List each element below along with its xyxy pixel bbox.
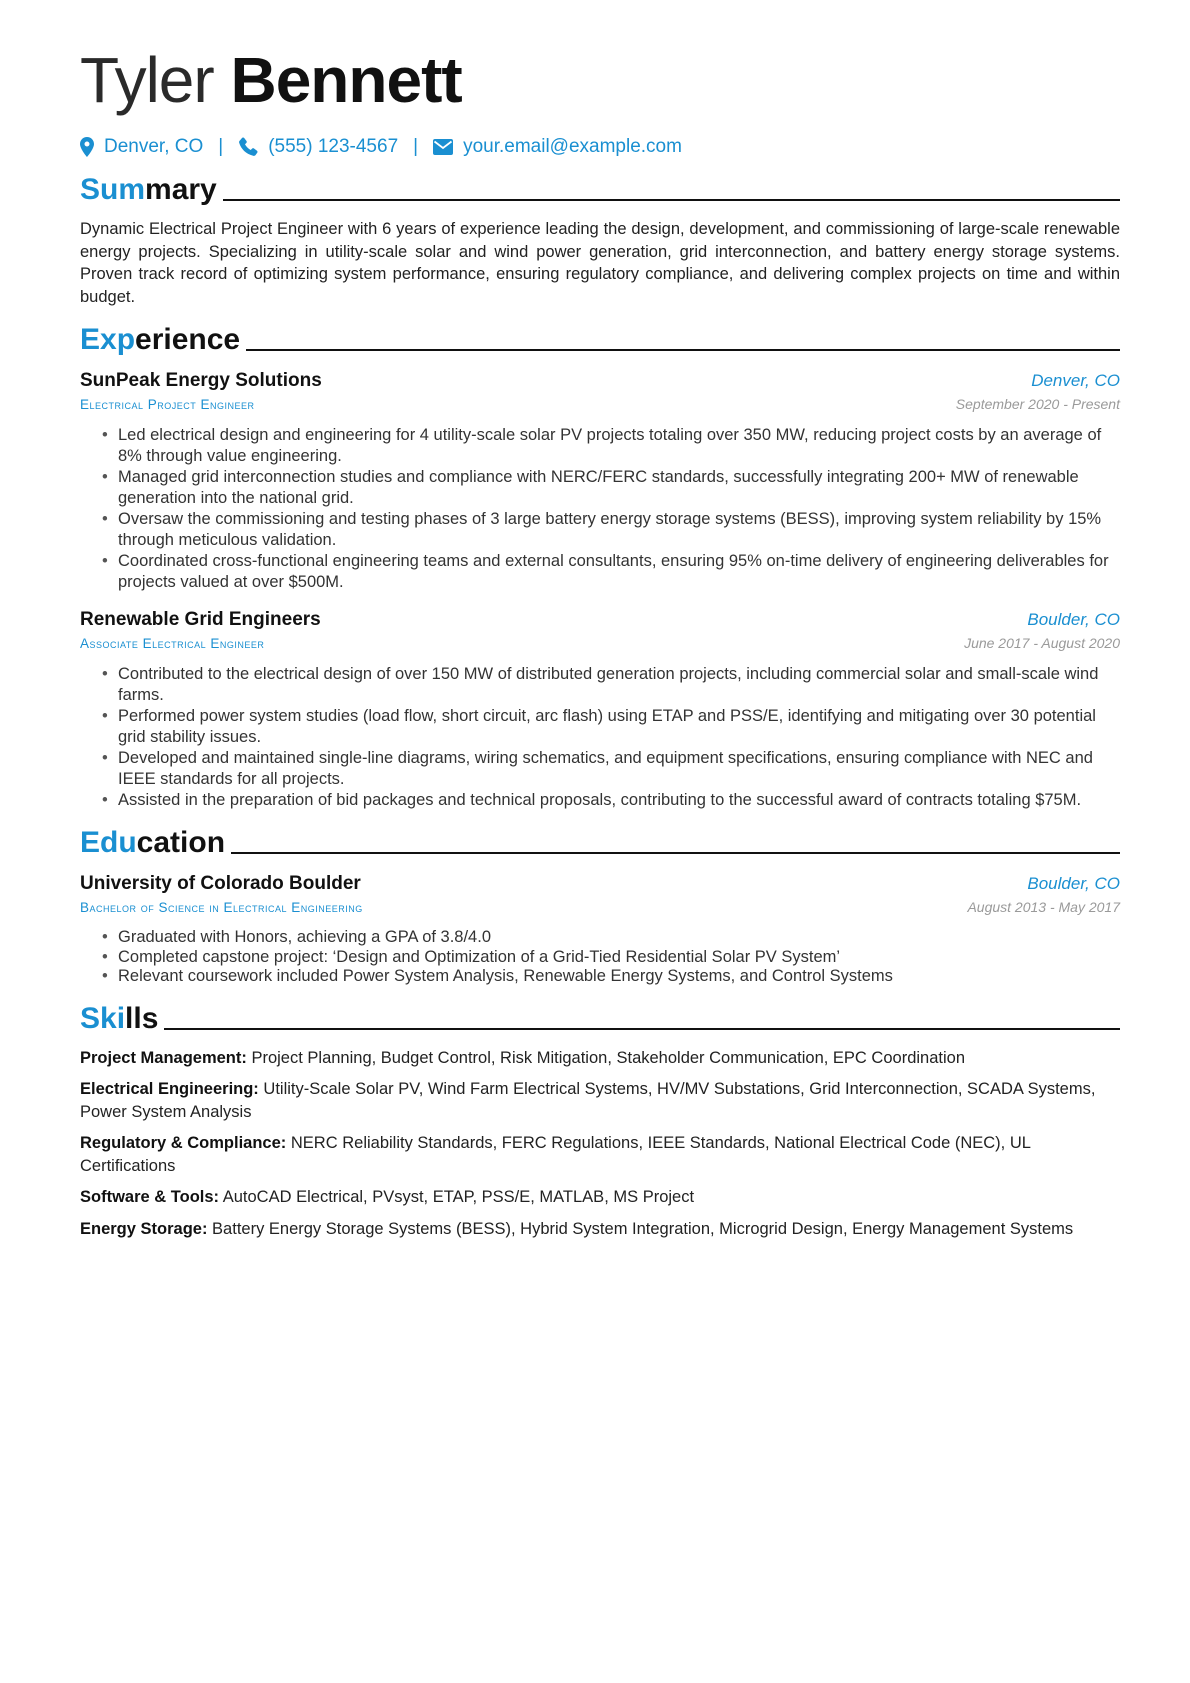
school-name: University of Colorado Boulder <box>80 873 361 894</box>
section-title: Education <box>80 826 226 859</box>
skill-values: Battery Energy Storage Systems (BESS), Hybrid System Integration, Microgrid Design, Energy Management Systems <box>212 1219 1074 1238</box>
experience-heading <box>80 322 1120 358</box>
skill-values: AutoCAD Electrical, PVsyst, ETAP, PSS/E, MATLAB, MS Project <box>222 1188 695 1206</box>
degree-title: Bachelor of Science in Electrical Engineering <box>80 900 363 915</box>
envelope-icon <box>433 139 453 155</box>
first-name: Tyler <box>80 44 214 116</box>
skill-category: Energy Storage: <box>80 1219 208 1238</box>
company-name: Renewable Grid Engineers <box>80 609 321 630</box>
company-name: SunPeak Energy Solutions <box>80 370 322 391</box>
section-rule <box>164 1028 1120 1030</box>
section-title: Skills <box>80 1001 159 1035</box>
job-title: Electrical Project Engineer <box>80 397 255 412</box>
map-marker-icon <box>80 137 94 157</box>
list-item: • Coordinated cross-functional engineering teams and external consultants, ensuring 95% on-time delivery of engineering deliverables for projects valued at over $500M. <box>118 551 1120 593</box>
list-item: • Contributed to the electrical design of over 150 MW of distributed generation projects, including commercial solar and small-scale wind farms. <box>118 664 1120 706</box>
list-item: • Managed grid interconnection studies and compliance with NERC/FERC standards, successfully integrating 200+ MW of renewable generation into the national grid. <box>118 467 1120 509</box>
skill-category: Software & Tools: <box>80 1188 220 1206</box>
contact-email[interactable] <box>433 136 682 158</box>
skill-category: Electrical Engineering: <box>80 1080 259 1098</box>
skill-values: Project Planning, Budget Control, Risk Mitigation, Stakeholder Communication, EPC Coordination <box>251 1048 965 1067</box>
location-text: Denver, CO <box>104 136 204 157</box>
list-item: • Led electrical design and engineering for 4 utility-scale solar PV projects totaling over 350 MW, reducing project costs by an average of 8% through value engineering. <box>118 425 1120 467</box>
job-bullets <box>80 425 1120 593</box>
contact-separator: | <box>413 136 419 157</box>
skill-category: Project Management: <box>80 1048 247 1067</box>
job-dates: September 2020 - Present <box>955 396 1120 412</box>
skill-values: NERC Reliability Standards, FERC Regulations, IEEE Standards, National Electrical Code (NEC), UL Certifications <box>80 1134 1031 1175</box>
list-item: • Completed capstone project: ‘Design and Optimization of a Grid-Tied Residential Solar PV System’ <box>118 948 1120 968</box>
contact-separator: | <box>218 136 224 157</box>
candidate-name <box>80 42 1120 118</box>
education-heading <box>80 825 1120 861</box>
contact-location <box>80 136 203 158</box>
contact-phone[interactable] <box>238 136 398 158</box>
section-title: Summary <box>80 173 217 206</box>
section-rule <box>246 349 1120 351</box>
job-entry <box>80 607 1120 811</box>
phone-text: (555) 123-4567 <box>268 136 399 157</box>
section-title: Experience <box>80 323 241 356</box>
contact-line <box>80 136 1120 158</box>
job-dates: June 2017 - August 2020 <box>964 635 1120 651</box>
skill-row <box>80 1047 1120 1070</box>
summary-text: Dynamic Electrical Project Engineer with 6 years of experience leading the design, development, and commissioning of large-scale renewable energy projects. Specializing in utility-scale solar and wind power generation, grid interconnection, and battery energy storage systems. Proven track record of optimizing system performance, ensuring regulatory compliance, and delivering complex projects on time and within budget. <box>80 220 1120 306</box>
section-rule <box>223 199 1120 201</box>
skill-row <box>80 1218 1120 1241</box>
email-link: your.email@example.com <box>463 136 682 157</box>
skills-list <box>80 1047 1120 1241</box>
section-rule <box>231 852 1120 854</box>
list-item: • Performed power system studies (load flow, short circuit, arc flash) using ETAP and PSS/E, identifying and mitigating over 30 potential grid stability issues. <box>118 706 1120 748</box>
skill-values: Utility-Scale Solar PV, Wind Farm Electrical Systems, HV/MV Substations, Grid Interconnection, SCADA Systems, Power System Analysis <box>80 1080 1096 1121</box>
job-title: Associate Electrical Engineer <box>80 636 265 651</box>
list-item: • Graduated with Honors, achieving a GPA of 3.8/4.0 <box>118 928 1120 948</box>
list-item: • Assisted in the preparation of bid packages and technical proposals, contributing to the successful award of contracts totaling $75M. <box>118 790 1120 811</box>
education-dates: August 2013 - May 2017 <box>967 899 1120 915</box>
skill-row <box>80 1132 1120 1177</box>
job-bullets <box>80 664 1120 811</box>
skills-heading <box>80 1001 1120 1037</box>
school-location: Boulder, CO <box>1027 874 1120 893</box>
skill-row <box>80 1078 1120 1123</box>
last-name: Bennett <box>230 44 462 116</box>
list-item: • Relevant coursework included Power System Analysis, Renewable Energy Systems, and Control Systems <box>118 967 1120 987</box>
skill-row <box>80 1186 1120 1209</box>
job-location: Denver, CO <box>1031 371 1120 390</box>
phone-icon <box>238 137 258 157</box>
education-bullets <box>80 928 1120 987</box>
skill-category: Regulatory & Compliance: <box>80 1134 287 1152</box>
summary-heading <box>80 172 1120 208</box>
list-item: • Oversaw the commissioning and testing phases of 3 large battery energy storage systems (BESS), improving system reliability by 15% through meticulous validation. <box>118 509 1120 551</box>
education-entry <box>80 871 1120 987</box>
list-item: • Developed and maintained single-line diagrams, wiring schematics, and equipment specifications, ensuring compliance with NEC and IEEE standards for all projects. <box>118 748 1120 790</box>
job-location: Boulder, CO <box>1027 610 1120 629</box>
job-entry <box>80 368 1120 593</box>
